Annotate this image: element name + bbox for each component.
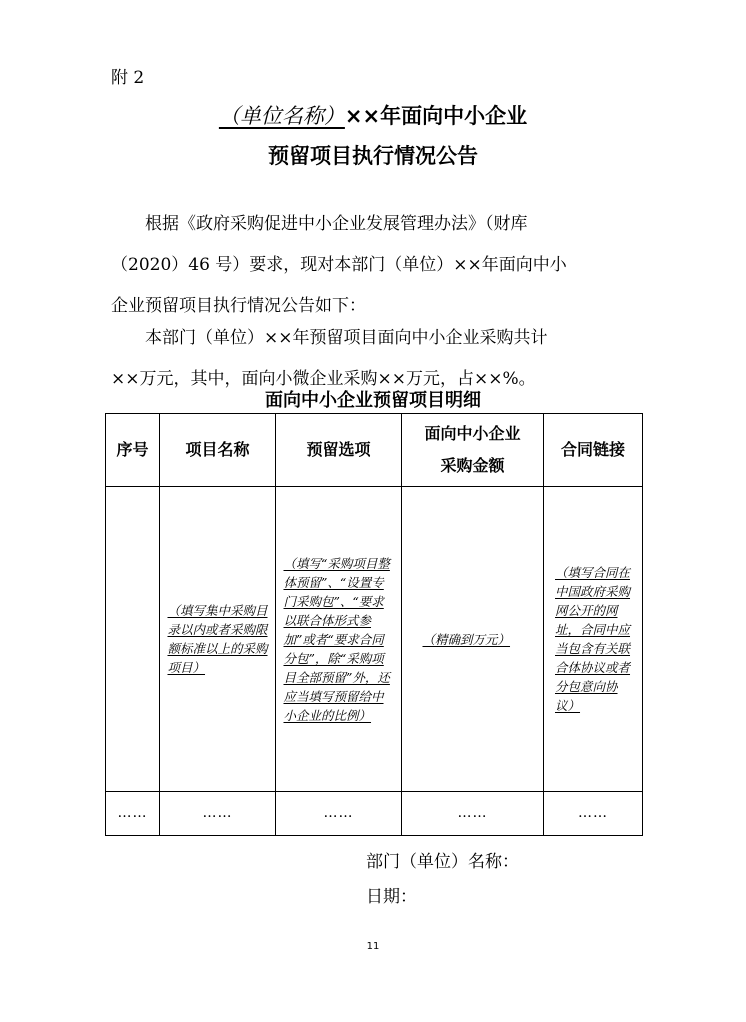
table-header-row xyxy=(106,414,643,487)
date-label: 日期： xyxy=(366,887,417,907)
paragraph-line: 根据《政府采购促进中小企业发展管理办法》（财库 xyxy=(111,214,528,234)
paragraph-line: 企业预留项目执行情况公告如下： xyxy=(111,296,366,316)
ellipsis-cell: …… xyxy=(160,791,276,835)
header-contract-link: 合同链接 xyxy=(544,414,643,487)
ellipsis-cell: …… xyxy=(276,791,402,835)
header-amount-line1: 面向中小企业 xyxy=(424,424,521,444)
header-amount-line2: 采购金额 xyxy=(440,456,505,476)
reserved-projects-table xyxy=(105,413,643,836)
dept-name-label: 部门（单位）名称： xyxy=(366,852,519,872)
ellipsis-cell: …… xyxy=(544,791,643,835)
header-reserve-option: 预留选项 xyxy=(276,414,402,487)
cell-contract-link xyxy=(544,487,643,792)
note-project-name: （填写集中采购目录以内或者采购限额标准以上的采购项目） xyxy=(167,603,268,676)
table-row xyxy=(106,487,643,792)
header-amount xyxy=(402,414,544,487)
cell-seq xyxy=(106,487,160,792)
cell-amount xyxy=(402,487,544,792)
announcement-title-line1 xyxy=(0,100,746,130)
ellipsis-cell: …… xyxy=(402,791,544,835)
header-project-name: 项目名称 xyxy=(160,414,276,487)
table-row xyxy=(106,791,643,835)
unit-name-placeholder: （单位名称） xyxy=(218,104,345,128)
announcement-title-line2: 预留项目执行情况公告 xyxy=(268,144,478,168)
cell-project-name xyxy=(160,487,276,792)
cell-reserve-option xyxy=(276,487,402,792)
header-seq: 序号 xyxy=(106,414,160,487)
note-reserve-option: （填写“采购项目整体预留”、“设置专门采购包”、“要求以联合体形式参加”或者“要求合同分包”，除“采购项目全部预留”外，还应当填写预留给中小企业的比例） xyxy=(283,555,390,723)
title-line1-text: ××年面向中小企业 xyxy=(344,104,528,128)
page-number: 11 xyxy=(366,941,380,952)
paragraph-line: ××万元，其中，面向小微企业采购××万元，占××%。 xyxy=(111,369,536,389)
note-contract-link: （填写合同在中国政府采购网公开的网址，合同中应当包含有关联合体协议或者分包意向协议） xyxy=(555,565,631,714)
attachment-label: 附 2 xyxy=(111,68,145,88)
paragraph-line: （2020）46 号）要求，现对本部门（单位）××年面向中小 xyxy=(111,255,567,275)
intro-paragraph xyxy=(111,204,641,327)
table-caption: 面向中小企业预留项目明细 xyxy=(265,390,481,411)
ellipsis-cell: …… xyxy=(106,791,160,835)
note-amount: （精确到万元） xyxy=(422,631,511,647)
paragraph-line: 本部门（单位）××年预留项目面向中小企业采购共计 xyxy=(111,328,548,348)
